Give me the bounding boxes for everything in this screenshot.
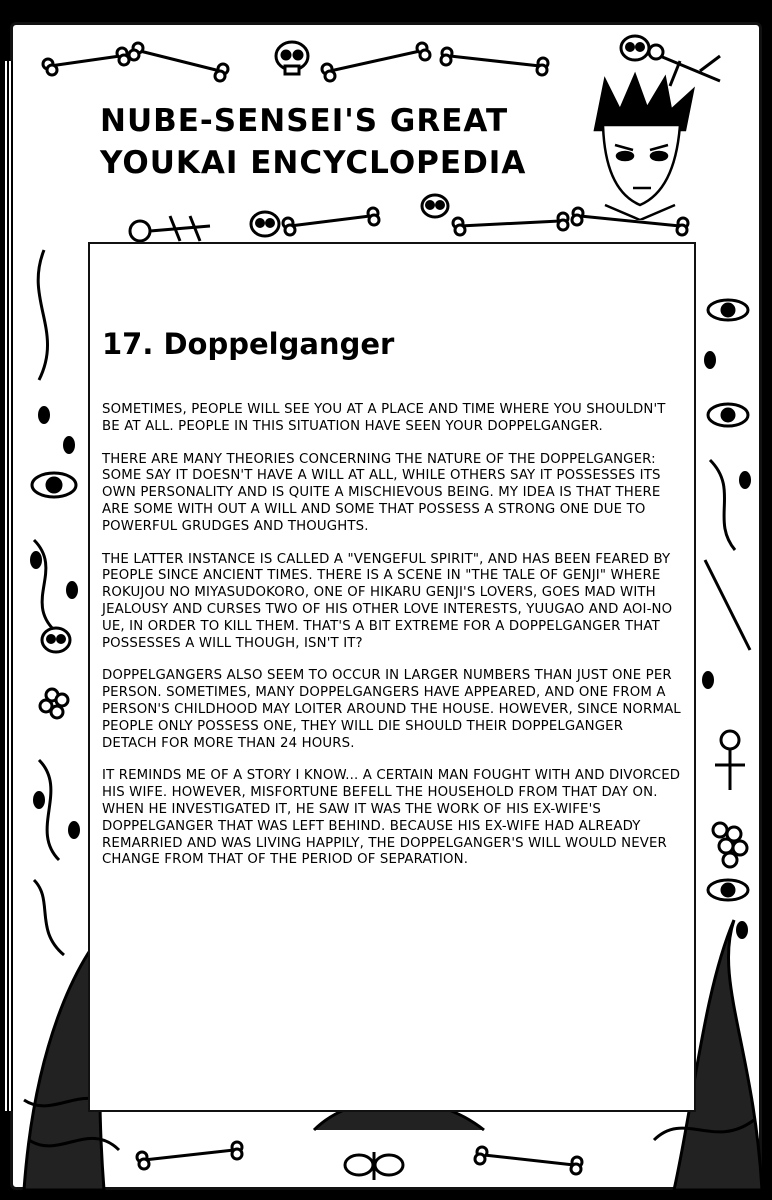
skull-icon [422,195,448,217]
eye-icon [708,300,748,320]
paragraph: THE LATTER INSTANCE IS CALLED A "VENGEFUL SPIRIT", AND HAS BEEN FEARED BY PEOPLE SINCE ANCIENT TIMES. THERE IS A SCENE IN "THE TALE OF GENJI" WHERE ROKUJOU NO MIYASUDOKORO, ONE OF HIKARU GENJI'S LOVERS, GOES MAD WITH JEALOUSY AND CURSES TWO OF HIS OTHER LOVE INTERESTS, YUUGAO AND AOI-NO UE, IN ORDER TO KILL THEM. THAT'S A BIT EXTREME FOR A DOPPELGANGER THAT POSSESSES A WILL THOUGH, ISN'T IT? [102,551,673,651]
bones-divider [40,186,740,246]
bone-icon [283,208,379,235]
paragraph: DOPPELGANGERS ALSO SEEM TO OCCUR IN LARGER NUMBERS THAN JUST ONE PER PERSON. SOMETIMES, MANY DOPPELGANGERS HAVE APPEARED, AND ONE FROM A PERSON'S CHILDHOOD MAY LOITER AROUND THE HOUSE. HOWEVER, SINCE NORMAL PEOPLE ONLY POSSESS ONE, THEY WILL DIE SHOULD THEIR DOPPELGANGER DETACH FOR MORE THAN 24 HOURS. [102,668,681,751]
skeleton-icon [715,731,745,790]
bone-icon [475,1147,582,1174]
sword-icon [705,560,750,650]
paragraph: THERE ARE MANY THEORIES CONCERNING THE NATURE OF THE DOPPELGANGER: SOME SAY IT DOESN'T HAVE A WILL AT ALL, WHILE OTHERS SAY IT POSSESSES ITS OWN PERSONALITY AND IS QUITE A MISCHIEVOUS BEING. MY IDEA IS THAT THERE ARE SOME WITH OUT A WILL AND SOME THAT POSSESS A STRONG ONE DUE TO POWERFUL GRUDGES AND THOUGHTS. [102,451,661,534]
grapes-icon [40,689,68,718]
skull-icon [276,42,308,74]
entry-title: 17. Doppelganger [102,327,395,361]
bones-border-left [14,240,94,960]
grapes-icon [713,823,747,867]
skull-icon [251,212,279,236]
bone-icon [43,48,129,75]
title-line-2: YOUKAI ENCYCLOPEDIA [100,145,527,181]
bone-icon [441,48,548,75]
skeleton-icon [130,216,210,241]
encyclopedia-title [100,100,570,184]
title-line-1: NUBE-SENSEI'S GREAT [100,103,509,139]
bone-icon [137,1142,242,1169]
eye-icon [708,404,748,426]
bone-icon [322,43,430,81]
butterfly-icon [345,1152,403,1180]
skull-icon [621,36,649,60]
paragraph: IT REMINDS ME OF A STORY I KNOW... A CERTAIN MAN FOUGHT WITH AND DIVORCED HIS WIFE. HOWEVER, MISFORTUNE BEFELL THE HOUSEHOLD FROM THAT DAY ON. WHEN HE INVESTIGATED IT, HE SAW IT WAS THE WORK OF HIS EX-WIFE'S DOPPELGANGER THAT WAS LEFT BEHIND. BECAUSE HIS EX-WIFE HAD ALREADY REMARRIED AND WAS LIVING HAPPILY, THE DOPPELGANGER'S WILL WOULD NEVER CHANGE FROM THAT OF THE PERIOD OF SEPARATION. [102,768,681,868]
eye-icon [32,473,76,497]
paragraph: SOMETIMES, PEOPLE WILL SEE YOU AT A PLACE AND TIME WHERE YOU SHOULDN'T BE AT ALL. PEOPLE IN THIS SITUATION HAVE SEEN YOUR DOPPELGANGER. [102,402,666,434]
bones-border-right [690,230,760,990]
entry-body [102,402,682,885]
skull-icon [42,628,70,652]
eye-icon [708,880,748,900]
bone-icon [572,208,688,235]
bone-icon [453,213,568,235]
bone-icon [129,43,228,81]
